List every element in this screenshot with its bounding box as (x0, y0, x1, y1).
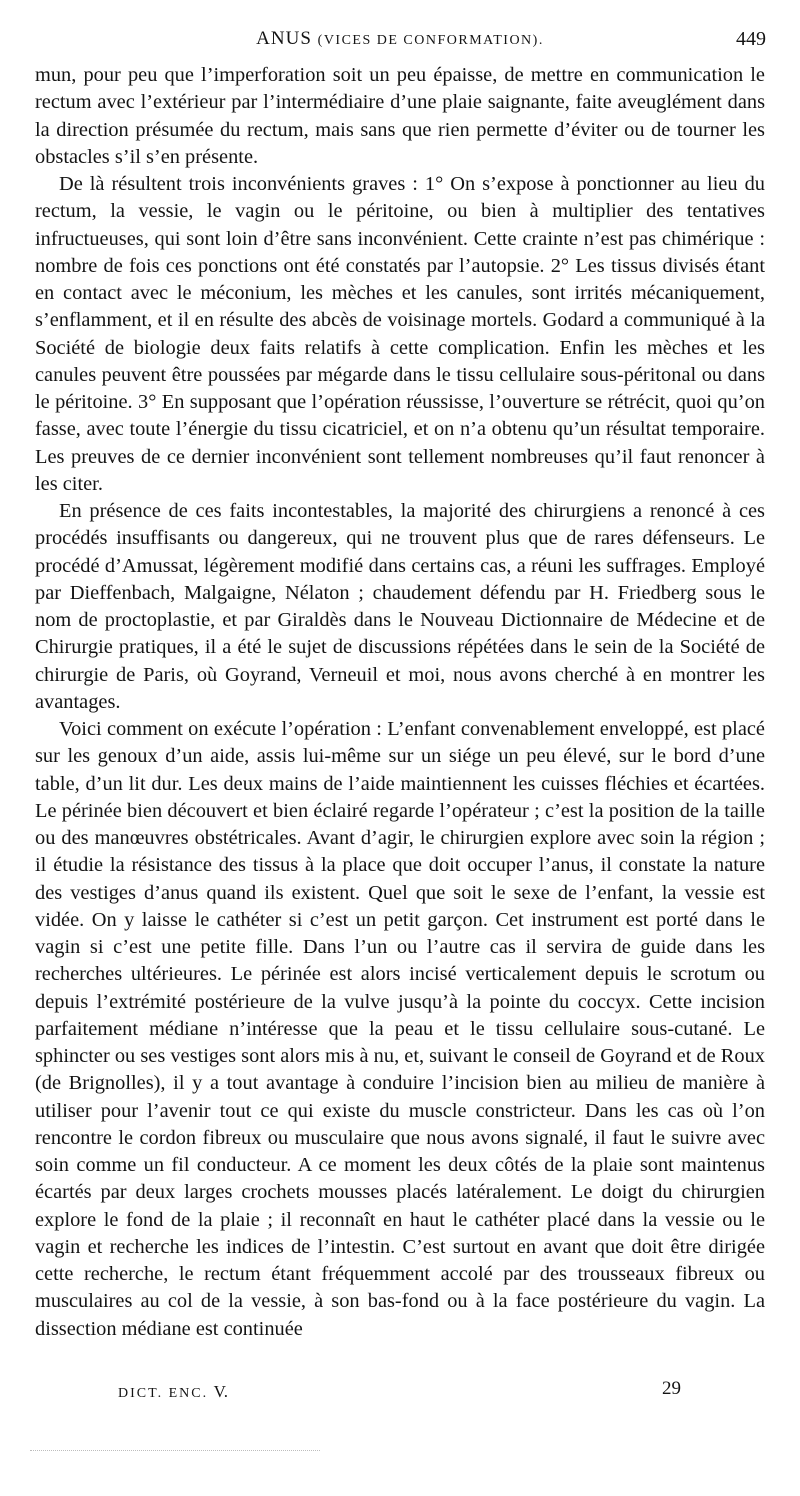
page-footer (0, 1378, 800, 1404)
printer-signature (118, 1382, 228, 1402)
sheet-number: 29 (662, 1378, 681, 1399)
volume-mark: V. (213, 1382, 228, 1401)
scan-artifact-line (30, 1450, 320, 1453)
paragraph: En présence de ces faits incontestables, la majorité des chirurgiens a renoncé à ces procédés insuffisants ou dangereux, qui ne trouvent plus que de rares défenseurs. Le procédé d’Amussat, légèrement modifié dans certains cas, a réuni les suffrages. Employé par Dieffenbach, Malgaigne, Nélaton ; chaudement défendu par H. Friedberg sous le nom de proctoplastie, et par Giraldès dans le Nouveau Dictionnaire de Médecine et de Chirurgie pratiques, il a été le sujet de discussions répétées dans le sein de la Société de chirurgie de Paris, où Goyrand, Verneuil et moi, nous avons cherché à en montrer les avantages. (35, 500, 765, 713)
page-header (0, 28, 800, 56)
body-text (35, 62, 765, 1343)
paragraph: De là résultent trois inconvénients graves : 1° On s’expose à ponctionner au lieu du rectum, la vessie, le vagin ou le péritoine, ou bien à multiplier des tentatives infructueuses, qui sont loin d’être sans inconvénient. Cette crainte n’est pas chimérique : nombre de fois ces ponctions ont été constatés par l’autopsie. 2° Les tissus divisés étant en contact avec le méconium, les mèches et les canules, sont irrités mécaniquement, s’enflamment, et il en résulte des abcès de voisinage mortels. Godard a communiqué à la Société de biologie deux faits relatifs à cette complication. Enfin les mèches et les canules peuvent être poussées par mégarde dans le tissu cellulaire sous-péritonal ou dans le péritoine. 3° En supposant que l’opération réussisse, l’ouverture se rétrécit, quoi qu’on fasse, avec toute l’énergie du tissu cicatriciel, et on n’a obtenu qu’un résultat temporaire. Les preuves de ce dernier inconvénient sont tellement nombreuses qu’il faut renoncer à les citer. (35, 173, 765, 495)
running-title-main: ANUS (256, 28, 312, 49)
signature-text: DICT. ENC. (118, 1386, 209, 1401)
running-title-sub: (VICES DE CONFORMATION). (317, 33, 544, 48)
paragraph: Voici comment on exécute l’opération : L’enfant convenablement enveloppé, est placé sur les genoux d’un aide, assis lui-même sur un siége un peu élevé, sur le bord d’une table, d’un lit dur. Les deux mains de l’aide maintiennent les cuisses fléchies et écartées. Le périnée bien découvert et bien éclairé regarde l’opérateur ; c’est la position de la taille ou des manœuvres obstétricales. Avant d’agir, le chirurgien explore avec soin la région ; il étudie la résistance des tissus à la place que doit occuper l’anus, il constate la nature des vestiges d’anus quand ils existent. Quel que soit le sexe de l’enfant, la vessie est vidée. On y laisse le cathéter si c’est un petit garçon. Cet instrument est porté dans le vagin si c’est une petite fille. Dans l’un ou l’autre cas il servira de guide dans les recherches ultérieures. Le périnée est alors incisé verticalement depuis le scrotum ou depuis l’extrémité postérieure de la vulve jusqu’à la pointe du coccyx. Cette incision parfaitement médiane n’intéresse que la peau et le tissu cellulaire sous-cutané. Le sphincter ou ses vestiges sont alors mis à nu, et, suivant le conseil de Goyrand et de Roux (de Brignolles), il y a tout avantage à conduire l’incision bien au milieu de manière à utiliser pour l’avenir tout ce qui existe du muscle constricteur. Dans les cas où l’on rencontre le cordon fibreux ou musculaire que nous avons signalé, il faut le suivre avec soin comme un fil conducteur. A ce moment les deux côtés de la plaie sont maintenus écartés par deux larges crochets mousses placés latéralement. Le doigt du chirurgien explore le fond de la plaie ; il reconnaît en haut le cathéter placé dans la vessie ou le vagin et recherche les indices de l’intestin. C’est surtout en avant que doit être dirigée cette recherche, le rectum étant fréquemment accolé par des trousseaux fibreux ou musculaires au col de la vessie, à son bas-fond ou à la face postérieure du vagin. La dissection médiane est continuée (35, 718, 765, 1340)
running-title (0, 28, 800, 50)
paragraph-continued: mun, pour peu que l’imperforation soit un peu épaisse, de mettre en communication le rectum avec l’extérieur par l’intermédiaire d’une plaie saignante, faite aveuglément dans la direction présumée du rectum, mais sans que rien permette d’éviter ou de tourner les obstacles s’il s’en présente. (35, 64, 765, 168)
page-number: 449 (736, 28, 766, 50)
